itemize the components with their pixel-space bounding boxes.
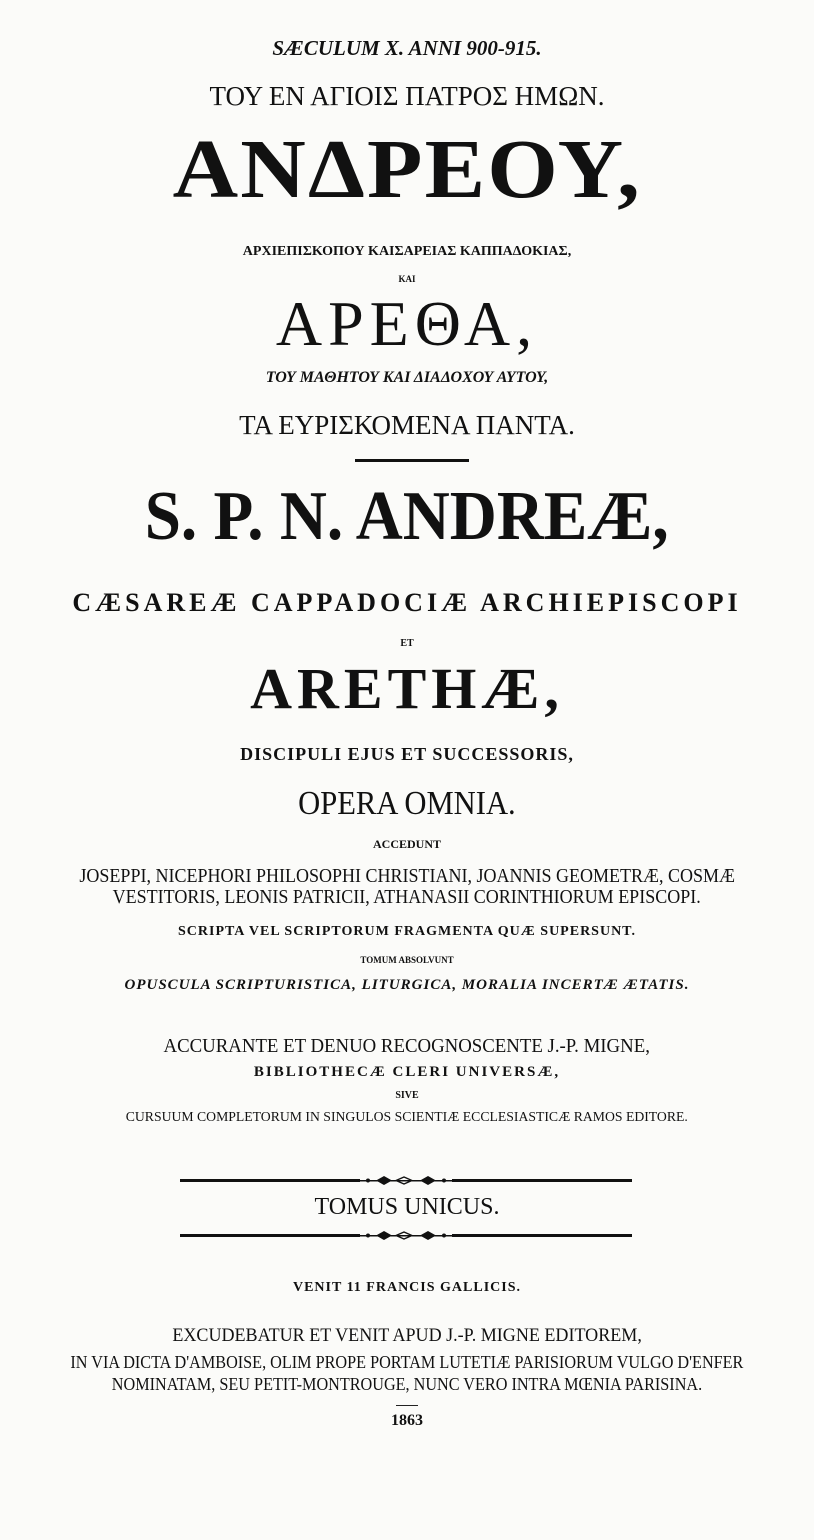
excudebatur-line	[0, 1326, 814, 1345]
section-divider	[355, 459, 469, 462]
accurante-line	[0, 1036, 814, 1056]
ornament-icon	[180, 1174, 632, 1188]
latin-author2-title: DISCIPULI EJUS ET SUCCESSORIS,	[240, 744, 574, 764]
opuscula-line: OPUSCULA SCRIPTURISTICA, LITURGICA, MORALIA INCERTÆ ÆTATIS.	[124, 977, 690, 993]
additional-authors-line1-text: JOSEPPI, NICEPHORI PHILOSOPHI CHRISTIANI, JOANNIS GEOMETRÆ, COSMÆ	[79, 865, 735, 887]
latin-author2-heading: ARETHÆ,	[250, 656, 564, 721]
address-line2-text: NOMINATAM, SEU PETIT-MONTROUGE, NUNC VERO INTRA MŒNIA PARISINA.	[111, 1374, 703, 1394]
address-line1	[0, 1353, 814, 1371]
price-line: VENIT 11 FRANCIS GALLICIS.	[292, 1280, 521, 1295]
greek-author2-heading: ΑΡΕΘΑ,	[275, 288, 539, 359]
ornamental-rule-bottom	[180, 1229, 632, 1243]
bibliothecae-line: BIBLIOTHECÆ CLERI UNIVERSÆ,	[253, 1064, 561, 1080]
accedunt-label: ACCEDUNT	[372, 837, 441, 851]
tomum-absolvunt: TOMUM ABSOLVUNT	[360, 955, 454, 965]
address-line2	[0, 1375, 814, 1393]
saeculum-line: SÆCULUM X. ANNI 900-915.	[272, 36, 542, 60]
greek-intro: ΤΟΥ ΕΝ ΑΓΙΟΙΣ ΠΑΤΡΟΣ ΗΜΩΝ.	[209, 81, 605, 111]
additional-authors-line2	[0, 887, 814, 907]
latin-author1-title: CÆSAREÆ CAPPADOCIÆ ARCHIEPISCOPI	[72, 588, 742, 617]
accurante-text: ACCURANTE ET DENUO RECOGNOSCENTE J.-P. MIGNE,	[163, 1035, 651, 1057]
additional-authors-line1	[0, 866, 814, 886]
greek-conjunction: ΚΑΙ	[398, 274, 416, 284]
scripta-line: SCRIPTA VEL SCRIPTORUM FRAGMENTA QUÆ SUPERSUNT.	[178, 924, 636, 939]
latin-works	[0, 787, 814, 821]
additional-authors-line2-text: VESTITORIS, LEONIS PATRICII, ATHANASII CORINTHIORUM EPISCOPI.	[112, 886, 702, 908]
cursuum-line	[0, 1111, 814, 1125]
greek-author1-heading	[0, 123, 814, 216]
ornament-icon	[180, 1229, 632, 1243]
greek-author1-title: ΑΡΧΙΕΠΙΣΚΟΠΟΥ ΚΑΙΣΑΡΕΙΑΣ ΚΑΠΠΑΔΟΚΙΑΣ,	[242, 244, 572, 259]
greek-works: ΤΑ ΕΥΡΙΣΚΟΜΕΝΑ ΠΑΝΤΑ.	[239, 410, 575, 440]
address-line1-text: IN VIA DICTA D'AMBOISE, OLIM PROPE PORTAM LUTETIÆ PARISIORUM VULGO D'ENFER	[70, 1352, 744, 1372]
sive-label: SIVE	[395, 1090, 419, 1101]
greek-author2-title: ΤΟΥ ΜΑΘΗΤΟΥ ΚΑΙ ΔΙΑΔΟΧΟΥ ΑΥΤΟΥ,	[265, 369, 549, 386]
year-rule	[396, 1405, 418, 1406]
publication-year: 1863	[391, 1412, 423, 1429]
cursuum-text: CURSUUM COMPLETORUM IN SINGULOS SCIENTIÆ ECCLESIASTICÆ RAMOS EDITORE.	[125, 1110, 689, 1125]
ornamental-rule-top	[180, 1174, 632, 1188]
tomus-label: TOMUS UNICUS.	[314, 1194, 500, 1220]
greek-author1-text: ΑΝΔΡΕΟΥ,	[172, 123, 642, 216]
latin-conjunction: ET	[400, 638, 414, 649]
excudebatur-text: EXCUDEBATUR ET VENIT APUD J.-P. MIGNE EDITOREM,	[172, 1325, 642, 1346]
latin-works-text: OPERA OMNIA.	[298, 785, 516, 822]
latin-author1-text: S. P. N. ANDREÆ,	[145, 478, 669, 555]
latin-author1-heading	[0, 478, 814, 555]
